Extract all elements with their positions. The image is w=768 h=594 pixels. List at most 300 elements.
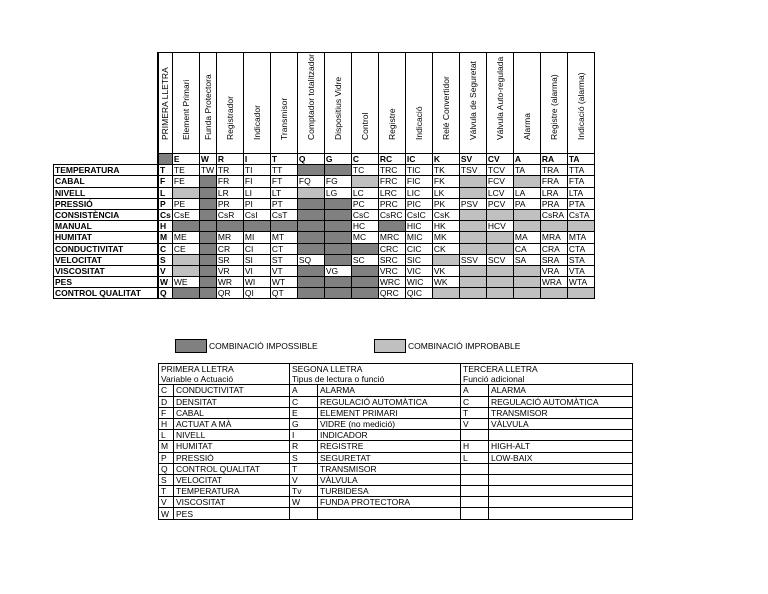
matrix-cell: SRC bbox=[378, 254, 405, 265]
matrix-cell: WTA bbox=[567, 277, 594, 288]
matrix-cell bbox=[513, 209, 540, 220]
matrix-cell bbox=[199, 176, 216, 187]
second-letter-meaning: TRANSMISOR bbox=[318, 463, 461, 474]
column-header bbox=[199, 53, 216, 154]
matrix-cell bbox=[351, 288, 378, 299]
matrix-cell: TW bbox=[199, 165, 216, 176]
matrix-cell bbox=[172, 254, 199, 265]
matrix-cell: FRC bbox=[378, 176, 405, 187]
first-letter-code: L bbox=[159, 430, 174, 441]
matrix-cell: SCV bbox=[486, 254, 513, 265]
matrix-cell: VG bbox=[324, 265, 351, 276]
third-letter-code bbox=[461, 486, 489, 497]
column-header bbox=[216, 53, 243, 154]
row-variable-label: CABAL bbox=[54, 176, 159, 187]
row-letter: Cs bbox=[160, 210, 171, 221]
key-row bbox=[159, 407, 633, 418]
matrix-cell: CT bbox=[270, 243, 297, 254]
matrix-cell bbox=[459, 288, 486, 299]
matrix-cell: MT bbox=[270, 232, 297, 243]
matrix-cell: FR bbox=[216, 176, 243, 187]
third-letter-meaning: VÀLVULA bbox=[489, 418, 633, 429]
first-letter-code: F bbox=[159, 407, 174, 418]
third-letter-code: T bbox=[461, 407, 489, 418]
matrix-cell bbox=[459, 277, 486, 288]
matrix-cell: VK bbox=[432, 265, 459, 276]
matrix-cell: LRC bbox=[378, 187, 405, 198]
column-header-label: Comptador totalitzador bbox=[305, 54, 316, 140]
matrix-cell: TR bbox=[216, 165, 243, 176]
second-letter-code: W bbox=[290, 497, 318, 508]
matrix-cell: VTA bbox=[567, 265, 594, 276]
second-letter-meaning: REGULACIÓ AUTOMÀTICA bbox=[318, 396, 461, 407]
matrix-cell: WRA bbox=[540, 277, 567, 288]
column-header-label: Indicació (alarma) bbox=[575, 72, 586, 140]
first-letter-code: D bbox=[159, 396, 174, 407]
matrix-cell: LT bbox=[270, 187, 297, 198]
matrix-cell: TI bbox=[243, 165, 270, 176]
matrix-cell: WE bbox=[172, 277, 199, 288]
matrix-cell: WR bbox=[216, 277, 243, 288]
row-letter: T bbox=[158, 165, 172, 176]
matrix-cell: CE bbox=[172, 243, 199, 254]
legend-impossible-label: COMBINACIÓ IMPOSSIBLE bbox=[209, 341, 318, 351]
matrix-cell: PA bbox=[513, 198, 540, 209]
column-header-label: PRIMERA LLETRA bbox=[160, 67, 171, 140]
matrix-cell: ST bbox=[270, 254, 297, 265]
third-letter-code: C bbox=[461, 396, 489, 407]
matrix-cell bbox=[172, 288, 199, 299]
key-row bbox=[159, 441, 633, 452]
matrix-cell: VRA bbox=[540, 265, 567, 276]
matrix-row bbox=[54, 254, 595, 265]
row-letter: M bbox=[158, 232, 172, 243]
matrix-cell bbox=[351, 277, 378, 288]
third-letter-meaning bbox=[489, 497, 633, 508]
matrix-cell: PSV bbox=[459, 198, 486, 209]
legend-improbable-label: COMBINACIÓ IMPROBABLE bbox=[408, 341, 521, 351]
column-code: IC bbox=[405, 154, 432, 165]
column-header bbox=[405, 53, 432, 154]
row-variable-label: HUMITAT bbox=[54, 232, 159, 243]
first-letter-code: P bbox=[159, 452, 174, 463]
column-header bbox=[297, 53, 324, 154]
matrix-cell: WT bbox=[270, 277, 297, 288]
matrix-cell bbox=[486, 232, 513, 243]
second-letter-code: A bbox=[290, 385, 318, 396]
matrix-cell: ME bbox=[172, 232, 199, 243]
second-letter-meaning: VÀLVULA bbox=[318, 474, 461, 485]
second-letter-code bbox=[290, 508, 318, 519]
matrix-cell bbox=[459, 209, 486, 220]
matrix-cell bbox=[351, 265, 378, 276]
column-header-label: Válvula de Seguretat bbox=[467, 61, 478, 140]
matrix-cell: PK bbox=[432, 198, 459, 209]
matrix-cell: SA bbox=[513, 254, 540, 265]
matrix-cell bbox=[324, 198, 351, 209]
matrix-cell: PRC bbox=[378, 198, 405, 209]
first-letter-code: Q bbox=[159, 463, 174, 474]
matrix-cell: MRC bbox=[378, 232, 405, 243]
matrix-cell bbox=[172, 221, 199, 232]
matrix-cell: TE bbox=[172, 165, 199, 176]
matrix-cell: LC bbox=[351, 187, 378, 198]
matrix-cell bbox=[459, 187, 486, 198]
column-header-label: Registre (alarma) bbox=[548, 74, 559, 140]
matrix-cell bbox=[459, 221, 486, 232]
matrix-cell: LA bbox=[513, 187, 540, 198]
matrix-cell: PTA bbox=[567, 198, 594, 209]
third-letter-meaning: TRANSMISOR bbox=[489, 407, 633, 418]
matrix-cell: FG bbox=[324, 176, 351, 187]
matrix-cell bbox=[199, 209, 216, 220]
key-row bbox=[159, 418, 633, 429]
matrix-cell bbox=[486, 277, 513, 288]
second-letter-code: I bbox=[290, 430, 318, 441]
legend-improbable bbox=[374, 339, 520, 353]
first-letter-title: PRIMERA LLETRA bbox=[159, 364, 290, 375]
third-letter-code bbox=[461, 508, 489, 519]
column-header bbox=[158, 53, 172, 154]
column-code: E bbox=[172, 154, 199, 165]
matrix-cell bbox=[513, 277, 540, 288]
column-code: G bbox=[324, 154, 351, 165]
column-code bbox=[158, 154, 172, 165]
row-variable-label: TEMPERATURA bbox=[54, 165, 159, 176]
matrix-cell: MI bbox=[243, 232, 270, 243]
column-header bbox=[540, 53, 567, 154]
matrix-cell: TRA bbox=[540, 165, 567, 176]
matrix-row bbox=[54, 176, 595, 187]
codes-row-spacer bbox=[54, 154, 159, 165]
matrix-cell: QT bbox=[270, 288, 297, 299]
matrix-cell bbox=[324, 209, 351, 220]
matrix-cell bbox=[351, 243, 378, 254]
third-letter-code bbox=[461, 463, 489, 474]
matrix-cell bbox=[459, 243, 486, 254]
matrix-cell: WRC bbox=[378, 277, 405, 288]
matrix-cell: HC bbox=[351, 221, 378, 232]
matrix-cell bbox=[297, 187, 324, 198]
matrix-cell: MK bbox=[432, 232, 459, 243]
matrix-cell: CRC bbox=[378, 243, 405, 254]
key-row bbox=[159, 430, 633, 441]
matrix-cell: TRC bbox=[378, 165, 405, 176]
matrix-cell bbox=[432, 288, 459, 299]
first-letter-code: M bbox=[159, 441, 174, 452]
second-letter-code: S bbox=[290, 452, 318, 463]
matrix-cell: PC bbox=[351, 198, 378, 209]
improbable-swatch bbox=[374, 339, 406, 353]
row-variable-label: PRESSIÓ bbox=[54, 198, 159, 209]
legend-impossible bbox=[175, 339, 318, 353]
first-letter-meaning: CONTROL QUALITAT bbox=[174, 463, 290, 474]
matrix-cell bbox=[486, 209, 513, 220]
matrix-cell: CI bbox=[243, 243, 270, 254]
matrix-cell: PI bbox=[243, 198, 270, 209]
matrix-cell: VR bbox=[216, 265, 243, 276]
column-header-label: Indicació bbox=[413, 106, 424, 140]
matrix-cell bbox=[297, 243, 324, 254]
matrix-cell bbox=[513, 265, 540, 276]
matrix-cell bbox=[513, 176, 540, 187]
row-variable-label: VELOCITAT bbox=[54, 254, 159, 265]
matrix-cell bbox=[172, 187, 199, 198]
column-code: A bbox=[513, 154, 540, 165]
third-letter-subtitle: Funció adicional bbox=[461, 374, 633, 385]
second-letter-meaning: ELEMENT PRIMARI bbox=[318, 407, 461, 418]
column-code: K bbox=[432, 154, 459, 165]
column-code: I bbox=[243, 154, 270, 165]
matrix-row bbox=[54, 165, 595, 176]
matrix-cell: SI bbox=[243, 254, 270, 265]
matrix-cell bbox=[297, 165, 324, 176]
first-letter-meaning: TEMPERATURA bbox=[174, 486, 290, 497]
matrix-cell: WIC bbox=[405, 277, 432, 288]
matrix-cell bbox=[486, 243, 513, 254]
matrix-cell: HK bbox=[432, 221, 459, 232]
matrix-cell: LG bbox=[324, 187, 351, 198]
matrix-cell: CsTA bbox=[567, 209, 594, 220]
matrix-cell bbox=[459, 176, 486, 187]
matrix-cell: TIC bbox=[405, 165, 432, 176]
third-letter-code bbox=[461, 474, 489, 485]
second-letter-code: Tv bbox=[290, 486, 318, 497]
column-header-label: Funda Protectora bbox=[202, 74, 213, 140]
matrix-cell bbox=[324, 165, 351, 176]
matrix-cell bbox=[351, 176, 378, 187]
row-letter: H bbox=[158, 221, 172, 232]
matrix-cell: LI bbox=[243, 187, 270, 198]
row-variable-label: CONTROL QUALITAT bbox=[54, 288, 159, 299]
matrix-cell: STA bbox=[567, 254, 594, 265]
matrix-cell: HIC bbox=[405, 221, 432, 232]
matrix-cell: TC bbox=[351, 165, 378, 176]
matrix-cell: QI bbox=[243, 288, 270, 299]
second-letter-code: E bbox=[290, 407, 318, 418]
matrix-cell: CsE bbox=[172, 209, 199, 220]
matrix-cell: FK bbox=[432, 176, 459, 187]
matrix-row bbox=[54, 198, 595, 209]
matrix-cell bbox=[486, 288, 513, 299]
row-letter: C bbox=[158, 243, 172, 254]
second-letter-code: T bbox=[290, 463, 318, 474]
matrix-cell: SQ bbox=[297, 254, 324, 265]
matrix-cell: QRC bbox=[378, 288, 405, 299]
matrix-cell: FTA bbox=[567, 176, 594, 187]
matrix-cell: PR bbox=[216, 198, 243, 209]
first-letter-subtitle: Variable o Actuació bbox=[159, 374, 290, 385]
column-code: TA bbox=[567, 154, 594, 165]
matrix-cell: QIC bbox=[405, 288, 432, 299]
matrix-row bbox=[54, 221, 595, 232]
matrix-cell: QR bbox=[216, 288, 243, 299]
third-letter-meaning: ALARMA bbox=[489, 385, 633, 396]
row-letter: P bbox=[158, 198, 172, 209]
matrix-row bbox=[54, 232, 595, 243]
matrix-cell: LRA bbox=[540, 187, 567, 198]
matrix-cell bbox=[567, 221, 594, 232]
row-letter: W bbox=[158, 277, 172, 288]
matrix-cell: PE bbox=[172, 198, 199, 209]
matrix-cell bbox=[297, 198, 324, 209]
matrix-cell: PCV bbox=[486, 198, 513, 209]
matrix-row bbox=[54, 288, 595, 299]
matrix-cell bbox=[199, 187, 216, 198]
matrix-cell bbox=[297, 288, 324, 299]
matrix-cell: TT bbox=[270, 165, 297, 176]
row-variable-label: CONDUCTIVITAT bbox=[54, 243, 159, 254]
row-letter: Q bbox=[158, 288, 172, 299]
matrix-cell bbox=[216, 221, 243, 232]
column-code: C bbox=[351, 154, 378, 165]
matrix-cell: VI bbox=[243, 265, 270, 276]
matrix-cell bbox=[324, 277, 351, 288]
first-letter-code: C bbox=[159, 385, 174, 396]
row-variable-label: MANUAL bbox=[54, 221, 159, 232]
column-header-label: Registrador bbox=[224, 96, 235, 140]
second-letter-subtitle: Tipus de lectura o funció bbox=[290, 374, 461, 385]
key-row bbox=[159, 497, 633, 508]
third-letter-meaning bbox=[489, 463, 633, 474]
first-letter-meaning: HUMITAT bbox=[174, 441, 290, 452]
matrix-cell bbox=[297, 209, 324, 220]
matrix-cell: CRA bbox=[540, 243, 567, 254]
row-letter: S bbox=[158, 254, 172, 265]
matrix-cell: FT bbox=[270, 176, 297, 187]
matrix-cell bbox=[324, 254, 351, 265]
third-letter-meaning bbox=[489, 430, 633, 441]
matrix-cell: SIC bbox=[405, 254, 432, 265]
matrix-cell: CR bbox=[216, 243, 243, 254]
matrix-cell: CsC bbox=[351, 209, 378, 220]
column-header-label: Relé Convertidor bbox=[440, 76, 451, 140]
matrix-cell bbox=[324, 288, 351, 299]
column-code: SV bbox=[459, 154, 486, 165]
matrix-corner bbox=[54, 53, 159, 154]
column-header bbox=[270, 53, 297, 154]
matrix-cell: FI bbox=[243, 176, 270, 187]
third-letter-meaning bbox=[489, 508, 633, 519]
matrix-row bbox=[54, 243, 595, 254]
column-code: CV bbox=[486, 154, 513, 165]
matrix-row bbox=[54, 265, 595, 276]
matrix-cell bbox=[199, 221, 216, 232]
matrix-cell: FIC bbox=[405, 176, 432, 187]
matrix-cell bbox=[243, 221, 270, 232]
matrix-cell: LR bbox=[216, 187, 243, 198]
first-letter-code: S bbox=[159, 474, 174, 485]
matrix-cell: MC bbox=[351, 232, 378, 243]
key-row bbox=[159, 508, 633, 519]
matrix-cell bbox=[486, 265, 513, 276]
matrix-cell: CIC bbox=[405, 243, 432, 254]
key-row bbox=[159, 463, 633, 474]
key-row bbox=[159, 385, 633, 396]
instrument-code-matrix bbox=[53, 52, 595, 299]
matrix-cell bbox=[459, 232, 486, 243]
matrix-cell: FE bbox=[172, 176, 199, 187]
second-letter-meaning: INDICADOR bbox=[318, 430, 461, 441]
matrix-cell bbox=[199, 198, 216, 209]
matrix-cell: CsRA bbox=[540, 209, 567, 220]
third-letter-meaning: REGULACIÓ AUTOMÀTICA bbox=[489, 396, 633, 407]
third-letter-code: H bbox=[461, 441, 489, 452]
impossible-swatch bbox=[175, 339, 207, 353]
column-code: Q bbox=[297, 154, 324, 165]
column-header-label: Alarma bbox=[521, 113, 532, 140]
matrix-cell bbox=[540, 221, 567, 232]
column-header bbox=[243, 53, 270, 154]
matrix-row bbox=[54, 209, 595, 220]
matrix-cell: CsT bbox=[270, 209, 297, 220]
matrix-cell: MRA bbox=[540, 232, 567, 243]
second-letter-meaning: FUNDA PROTECTORA bbox=[318, 497, 461, 508]
second-letter-code: G bbox=[290, 418, 318, 429]
column-header bbox=[432, 53, 459, 154]
column-header-label: Transmisor bbox=[278, 97, 289, 140]
second-letter-meaning: REGISTRE bbox=[318, 441, 461, 452]
matrix-cell: SR bbox=[216, 254, 243, 265]
key-row bbox=[159, 486, 633, 497]
second-letter-meaning: VIDRE (no medició) bbox=[318, 418, 461, 429]
matrix-cell: CsIC bbox=[405, 209, 432, 220]
row-letter: F bbox=[158, 176, 172, 187]
matrix-cell bbox=[199, 277, 216, 288]
matrix-cell bbox=[513, 288, 540, 299]
matrix-cell bbox=[199, 288, 216, 299]
second-letter-title: SEGONA LLETRA bbox=[290, 364, 461, 375]
first-letter-meaning: PRESSIÓ bbox=[174, 452, 290, 463]
column-code: RC bbox=[378, 154, 405, 165]
row-letter: L bbox=[158, 187, 172, 198]
row-variable-label: CONSISTÈNCIA bbox=[54, 209, 159, 220]
matrix-cell bbox=[297, 277, 324, 288]
column-header bbox=[172, 53, 199, 154]
matrix-cell: LTA bbox=[567, 187, 594, 198]
matrix-cell: CsK bbox=[432, 209, 459, 220]
first-letter-code: H bbox=[159, 418, 174, 429]
first-letter-meaning: ACTUAT A MÀ bbox=[174, 418, 290, 429]
first-letter-code: W bbox=[159, 508, 174, 519]
second-letter-meaning: TURBIDESA bbox=[318, 486, 461, 497]
second-letter-code: C bbox=[290, 396, 318, 407]
matrix-cell: PIC bbox=[405, 198, 432, 209]
first-letter-code: T bbox=[159, 486, 174, 497]
matrix-cell bbox=[297, 221, 324, 232]
column-code: RA bbox=[540, 154, 567, 165]
column-code: W bbox=[199, 154, 216, 165]
matrix-cell: LCV bbox=[486, 187, 513, 198]
third-letter-title: TERCERA LLETRA bbox=[461, 364, 633, 375]
letter-keys-table bbox=[158, 363, 633, 520]
second-letter-meaning bbox=[318, 508, 461, 519]
matrix-cell bbox=[324, 232, 351, 243]
column-header bbox=[486, 53, 513, 154]
matrix-cell: CsR bbox=[216, 209, 243, 220]
column-header-label: Element Primari bbox=[180, 79, 191, 140]
matrix-cell bbox=[297, 232, 324, 243]
matrix-cell: WI bbox=[243, 277, 270, 288]
matrix-cell: VT bbox=[270, 265, 297, 276]
matrix-cell: PRA bbox=[540, 198, 567, 209]
matrix-cell bbox=[324, 243, 351, 254]
matrix-cell bbox=[172, 265, 199, 276]
second-letter-meaning: ALARMA bbox=[318, 385, 461, 396]
column-header-label: Dispositius Vidre bbox=[332, 76, 343, 140]
matrix-cell: SC bbox=[351, 254, 378, 265]
matrix-cell bbox=[432, 254, 459, 265]
